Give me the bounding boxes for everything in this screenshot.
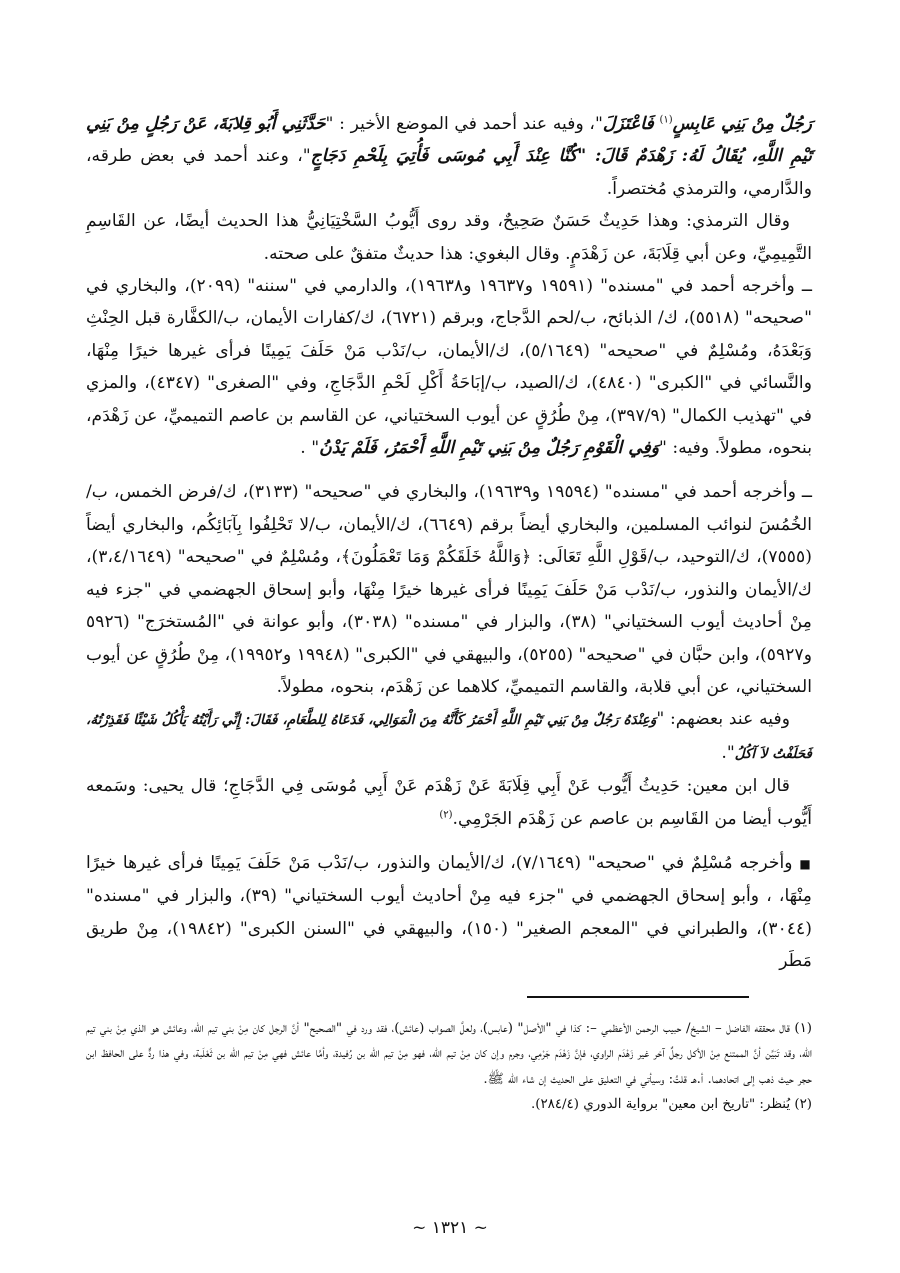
body-text: وفيه عند بعضهم: "	[656, 709, 790, 730]
paragraph-1	[86, 108, 812, 205]
paragraph-5	[86, 703, 812, 770]
quote-text: وَفِي الْقَوْمِ رَجُلٌ مِنْ بَنِي تَيْمِ اللَّهِ أَحْمَرُ، فَلَمْ يَدْنُ	[319, 438, 660, 459]
body-text: ــ وأخرجه أحمد في "مسنده" (١٩٥٩١ و١٩٦٣٧ و١٩٦٣٨)، والدارمي في "سننه" (٢٠٩٩)، والبخاري في "صحيحه" (٥٥١٨)، ك/ الذبائح، ب/لحم الدَّجاج، وبرقم (٦٧٢١)، ك/كفارات الأيمان، ب/الكفَّارة قبل الحِنْثِ وَبَعْدَهُ، ومُسْلِمٌ في "صحيحه" (٥/١٦٤٩)، ك/الأيمان، ب/نَدْب مَنْ حَلَفَ يَمِينًا فرأى غيرها خيرًا مِنْهَا، والنَّسائي في "الكبرى" (٤٨٤٠)، ك/الصيد، ب/إبَاحَةُ أَكْلِ لَحْمِ الدَّجَاجِ، وفي "الصغرى" (٤٣٤٧)، والمزي في "تهذيب الكمال" (٣٩٧/٩)، مِنْ طُرُقٍ عن أيوب السختياني، عن القاسم بن عاصم التميميِّ، عن زَهْدَم، بنحوه، مطولاً. وفيه: "	[86, 276, 813, 459]
main-text	[86, 108, 812, 978]
paragraph-6	[86, 770, 812, 835]
footnote-1: (١) قال محققه الفاضل – الشيخ/ حبيب الرحمن الأعظمي –: كذا في "الأصل" (عابس)، ولعلَّ الصواب (عائش)، فقد ورد في "الصحيح" أنَّ الرجل كان مِنْ بني تيم الله، وعائش هو الذي مِنْ بني تيم الله، وقد تَبَيَّن أنَّ الممتنع مِنْ الأكل رجلٌ آخر غير زَهْدَم الراوي، فإنَّ زَهْدَم جَرْمِي، وجرم وإن كان مِنْ تيم الله، فهو مِنْ تيم الله بن رُفيدة، وأمَّا عائش فهي مِنْ تيم الله بن ثَعْلَبة، وفي هذا ردٌّ على الحافظ ابن حجر حيث ذهب إلى اتحادهما. أ.هـ قلتُ: وسيأتي في التعليق على الحديث إن شاء الله ﷺ.	[86, 1021, 812, 1087]
body-text: " .	[300, 438, 320, 459]
quote-text: حَدَّثَنِي أَبُو قِلابَةَ، عَنْ رَجُلٍ مِنْ بَنِي تَيْمِ اللَّهِ، يُقَالُ لَهُ: زَهْدَمٌ قَالَ: "كُنَّا عِنْدَ أَبِي مُوسَى فَأُتِيَ بِلَحْمِ دَجَاجٍ	[86, 114, 812, 167]
body-text: ، ومُسْلِمٌ في "صحيحه" (٣،٤/١٦٤٩)، ك/الأيمان والنذور، ب/نَدْب مَنْ حَلَفَ يَمِينًا فرأى غيرها خيرًا مِنْهَا، وأبو إسحاق الجهضمي في "جزء فيه مِنْ أحاديث أيوب السختياني" (٣٨)، والبزار في "مسنده" (٣٠٣٨)، وأبو عوانة في "المُستخرَج" (٥٩٢٦ و٥٩٢٧)، وابن حبَّان في "صحيحه" (٥٢٥٥)، والبيهقي في "الكبرى" (١٩٩٤٨ و١٩٩٥٢)، مِنْ طُرُقٍ عن أيوب السختياني، عن أبي قلابة، والقاسم التميميِّ، كلاهما عن زَهْدَم، بنحوه، مطولاً.	[85, 547, 813, 697]
quote-text: رَجُلٌ مِنْ بَنِي عَابِسٍ	[672, 114, 812, 134]
body-text: قال ابن معين: حَدِيثُ أَيُّوب عَنْ أَبِي قِلَابَةَ عَنْ زَهْدَم عَنْ أَبِي مُوسَى فِي الدَّجَاجِ؛ قال يحيى: وسَمعه أَيُّوب أيضا من القَاسِم بن عاصم عن زَهْدَم الجَرْمِي.	[86, 776, 812, 829]
body-text: "، وعند أحمد في بعض طرقه، والدَّارمي، والترمذي مُختصراً.	[86, 146, 812, 199]
body-text: ".	[721, 742, 735, 763]
footnote-2: (٢) يُنظر: "تاريخ ابن معين" برواية الدوري (٢٨٤/٤).	[530, 1097, 812, 1113]
footnote-ref-2: (٢)	[439, 808, 453, 820]
paragraph-3	[86, 270, 812, 464]
footnote-separator	[527, 996, 749, 998]
paragraph-2: وقال الترمذي: وهذا حَدِيثٌ حَسَنٌ صَحِيحٌ، وقد روى أَيُّوبُ السَّخْتِيَانِيُّ هذا الحديث أيضًا، عن القَاسِمِ التَّمِيمِيِّ، وعن أبي قِلَابَةَ، عن زَهْدَمٍ. وقال البغوي: هذا حديثٌ متفقٌ على صحته.	[86, 211, 812, 264]
body-text: وأخرجه مُسْلِمٌ في "صحيحه" (٧/١٦٤٩)، ك/الأيمان والنذور، ب/نَدْب مَنْ حَلَفَ يَمِينًا فرأى غيرها خيرًا مِنْهَا، ، وأبو إسحاق الجهضمي في "جزء فيه مِنْ أحاديث أيوب السختياني" (٣٩)، والبزار في "مسنده" (٣٠٤٤)، والطبراني في "المعجم الصغير" (١٥٠)، والبيهقي في "السنن الكبرى" (١٩٨٤٢)، مِنْ طريق مَطَر	[86, 852, 813, 972]
footnotes	[86, 1016, 812, 1118]
body-text: ــ وأخرجه أحمد في "مسنده" (١٩٥٩٤ و١٩٦٣٩)، والبخاري في "صحيحه" (٣١٣٣)، ك/فرض الخمس، ب/الخُمُسَ لنوائب المسلمين، والبخاري أيضاً برقم (٦٦٤٩)، ك/الأيمان، ب/لا تَحْلِفُوا بِآبَائِكُم، والبخاري أيضاً (٧٥٥٥)، ك/التوحيد، ب/قَوْلِ اللَّهِ تَعَالَى:	[86, 482, 812, 568]
paragraph-4	[86, 476, 812, 703]
quote-text: فَاعْتَزَلَ	[602, 114, 654, 134]
quote-text: وَعِنْدَهُ رَجُلٌ مِنْ بَنِي تَيْمِ اللَّهِ أَحْمَرُ كَأَنَّهُ مِنَ الْمَوَالِي، فَدَعَاهُ لِلطَّعَامِ، فَقَالَ: إِنِّي رَأَيْتُهُ يَأْكُلُ شَيْئًا فَقَذِرْتُهُ، فَحَلَفْتُ لاَ آكُلُ	[86, 712, 812, 762]
body-text: "، وفيه عند أحمد في الموضع الأخير : "	[325, 114, 603, 134]
quran-ayah: ﴿وَاللَّهُ خَلَقَكُمْ وَمَا تَعْمَلُونَ﴾	[340, 547, 532, 568]
footnote-ref-1: (١)	[659, 114, 673, 126]
paragraph-7	[86, 847, 812, 978]
bullet-square-icon: ■	[799, 856, 812, 871]
page-number: ~ ١٣٢١ ~	[412, 1218, 488, 1238]
